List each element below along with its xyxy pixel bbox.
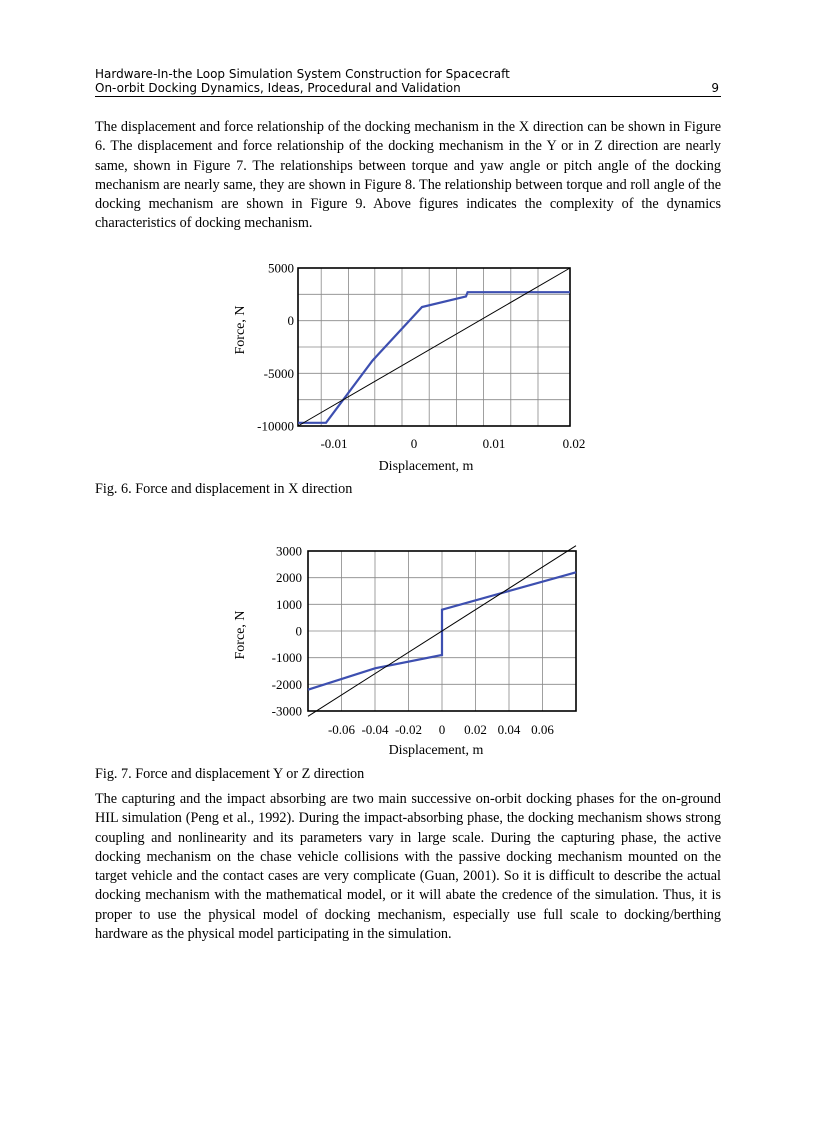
y-tick-label: -3000 bbox=[271, 703, 302, 719]
header-title-line1: Hardware-In-the Loop Simulation System Construction for Spacecraft bbox=[95, 67, 510, 81]
figure-6-ylabel-holder bbox=[230, 290, 250, 370]
y-tick-label: 0 bbox=[295, 623, 302, 639]
x-tick-label: -0.04 bbox=[361, 722, 389, 737]
paragraph-capturing: The capturing and the impact absorbing are two main successive on-orbit docking phases for the on-ground HIL simulation (Peng et al., 1992). During the impact-absorbing phase, the docking mechanism shows strong coupling and nonlinearity and its parameters vary in large scale. During the capturing phase, the active docking mechanism on the chase vehicle collisions with the passive docking mechanism mounted on the target vehicle and the contact cases are very complicate (Guan, 2001). So it is difficult to describe the actual docking mechanism with the mathematical model, or it will abate the credence of the simulation. Thus, it is proper to use the physical model of docking mechanism, especially use full scale to docking/berthing hardware as the physical model participating in the simulation. bbox=[95, 791, 721, 943]
figure-6-chart bbox=[200, 255, 620, 477]
x-tick-label: -0.01 bbox=[320, 436, 348, 451]
x-tick-label: 0.02 bbox=[562, 436, 586, 451]
x-tick-label: 0 bbox=[410, 436, 418, 451]
y-tick-label: -10000 bbox=[257, 418, 294, 434]
y-tick-label: 5000 bbox=[268, 260, 294, 276]
running-header bbox=[95, 66, 721, 97]
figure-7-y-axis-label: Force, N bbox=[233, 610, 248, 660]
x-tick-label: -0.06 bbox=[327, 722, 356, 737]
y-tick-label: -5000 bbox=[263, 365, 294, 381]
figure-6-y-axis-label: Force, N bbox=[233, 305, 248, 355]
figure-7-caption: Fig. 7. Force and displacement Y or Z direction bbox=[95, 766, 365, 782]
figure-6-caption: Fig. 6. Force and displacement in X direction bbox=[95, 481, 353, 497]
y-tick-label: -1000 bbox=[271, 650, 302, 666]
figure-7-chart bbox=[200, 540, 620, 762]
x-tick-label: 0.01 bbox=[482, 436, 506, 451]
x-tick-label: 0.06 bbox=[531, 722, 554, 737]
x-tick-label: 0 bbox=[438, 722, 446, 737]
y-tick-label: -2000 bbox=[271, 676, 302, 692]
figure-7-ylabel-holder bbox=[230, 595, 250, 675]
series-line-force bbox=[298, 292, 570, 423]
y-tick-label: 0 bbox=[287, 313, 294, 329]
x-tick-label: 0.02 bbox=[464, 722, 487, 737]
y-tick-label: 3000 bbox=[276, 543, 302, 559]
header-title-line2: On-orbit Docking Dynamics, Ideas, Procedural and Validation bbox=[95, 81, 461, 95]
x-tick-label: 0.04 bbox=[497, 722, 521, 737]
y-tick-label: 2000 bbox=[276, 570, 302, 586]
paragraph-intro: The displacement and force relationship of the docking mechanism in the X direction can be shown in Figure 6. The displacement and force relationship of the docking mechanism in the Y or in Z direction are nearly same, shown in Figure 7. The relationships between torque and yaw angle or pitch angle of the docking mechanism are nearly same, they are shown in Figure 8. The relationship between torque and roll angle of the docking mechanism are shown in Figure 9. Above figures indicates the complexity of the dynamics characteristics of docking mechanism. bbox=[95, 119, 721, 232]
x-axis-label: Displacement, m bbox=[388, 743, 484, 758]
x-axis-label: Displacement, m bbox=[378, 459, 474, 474]
x-tick-label: -0.02 bbox=[394, 722, 423, 737]
y-tick-label: 1000 bbox=[276, 596, 302, 612]
page-number: 9 bbox=[711, 81, 719, 95]
